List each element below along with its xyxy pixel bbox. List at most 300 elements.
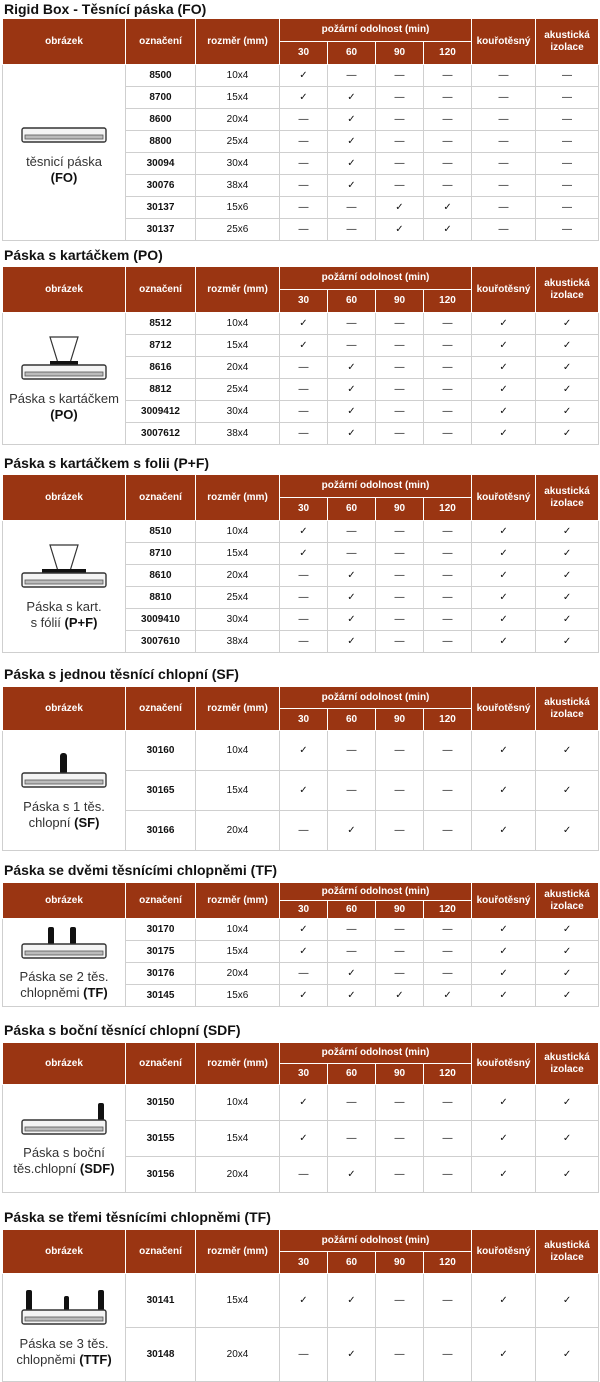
header-acoustic (536, 267, 599, 313)
caption-code: (PO) (50, 406, 78, 422)
table-row (3, 65, 599, 87)
acoustic-mark: ✓ (536, 1157, 599, 1193)
fire-60-mark: — (328, 65, 376, 87)
header-acoustic-line2: izolace (550, 1251, 584, 1263)
fire-60-mark: ✓ (328, 587, 376, 609)
smoke-tight-mark: ✓ (472, 1157, 536, 1193)
smoke-tight-mark: ✓ (472, 771, 536, 811)
product-code: 30175 (126, 941, 196, 963)
fire-90-mark: — (376, 131, 424, 153)
product-code: 3007610 (126, 631, 196, 653)
table-row (3, 313, 599, 335)
header-size: rozměr (mm) (196, 687, 280, 731)
header-fire-90: 90 (376, 709, 424, 731)
header-smoke-tight: kouřotěsný (472, 19, 536, 65)
product-code: 8510 (126, 521, 196, 543)
table-row (3, 1274, 599, 1328)
acoustic-mark: — (536, 87, 599, 109)
acoustic-mark: ✓ (536, 543, 599, 565)
header-fire-resistance: požární odolnost (min) (280, 475, 472, 498)
header-picture: obrázek (3, 883, 126, 919)
product-code: 8600 (126, 109, 196, 131)
header-code: označení (126, 1043, 196, 1085)
header-acoustic-line1: akustická (544, 1051, 590, 1063)
fire-30-mark: ✓ (280, 771, 328, 811)
acoustic-mark: ✓ (536, 401, 599, 423)
product-size: 10x4 (196, 65, 280, 87)
header-fire-resistance: požární odolnost (min) (280, 883, 472, 901)
header-picture: obrázek (3, 687, 126, 731)
smoke-tight-mark: — (472, 175, 536, 197)
fire-30-mark: — (280, 963, 328, 985)
header-fire-resistance: požární odolnost (min) (280, 1043, 472, 1064)
product-size: 20x4 (196, 963, 280, 985)
fire-120-mark: — (424, 401, 472, 423)
header-size: rozměr (mm) (196, 475, 280, 521)
fire-60-mark: ✓ (328, 379, 376, 401)
smoke-tight-mark: ✓ (472, 631, 536, 653)
fire-120-mark: — (424, 1274, 472, 1328)
fire-90-mark: — (376, 811, 424, 851)
acoustic-mark: ✓ (536, 919, 599, 941)
product-code: 8812 (126, 379, 196, 401)
product-size: 25x4 (196, 131, 280, 153)
product-size: 38x4 (196, 631, 280, 653)
fire-120-mark: — (424, 423, 472, 445)
fire-120-mark: — (424, 771, 472, 811)
smoke-tight-mark: — (472, 65, 536, 87)
product-size: 25x4 (196, 587, 280, 609)
header-acoustic-line2: izolace (550, 708, 584, 720)
fire-90-mark: ✓ (376, 197, 424, 219)
caption-code: (SDF) (79, 1160, 115, 1176)
header-fire-resistance: požární odolnost (min) (280, 267, 472, 290)
product-image-cell (3, 919, 126, 1007)
fire-120-mark: — (424, 379, 472, 401)
fire-90-mark: — (376, 357, 424, 379)
header-smoke-tight: kouřotěsný (472, 687, 536, 731)
fire-60-mark: ✓ (328, 811, 376, 851)
fire-90-mark: — (376, 335, 424, 357)
fire-120-mark: — (424, 153, 472, 175)
product-code: 30176 (126, 963, 196, 985)
product-code: 30166 (126, 811, 196, 851)
product-image-cell (3, 313, 126, 445)
product-size: 10x4 (196, 521, 280, 543)
fire-30-mark: ✓ (280, 521, 328, 543)
product-size: 10x4 (196, 313, 280, 335)
caption-line1: Páska s kart. (26, 598, 102, 614)
fire-30-mark: — (280, 197, 328, 219)
header-fire-30: 30 (280, 1252, 328, 1274)
product-size: 20x4 (196, 357, 280, 379)
header-fire-120: 120 (424, 1064, 472, 1085)
smoke-tight-mark: — (472, 219, 536, 241)
product-code: 3007612 (126, 423, 196, 445)
acoustic-mark: ✓ (536, 521, 599, 543)
fire-60-mark: — (328, 771, 376, 811)
caption-line2: chlopní (28, 814, 71, 830)
product-code: 8610 (126, 565, 196, 587)
seal-tape-icon (14, 120, 114, 150)
header-picture: obrázek (3, 267, 126, 313)
fire-90-mark: — (376, 379, 424, 401)
header-fire-90: 90 (376, 901, 424, 919)
product-code: 30150 (126, 1085, 196, 1121)
section-title: Páska s kartáčkem s folii (P+F) (4, 455, 210, 471)
section-title: Páska se třemi těsnícími chlopněmi (TF) (4, 1209, 271, 1225)
fire-90-mark: — (376, 919, 424, 941)
section-title: Rigid Box - Těsnící páska (FO) (4, 1, 207, 17)
fire-90-mark: — (376, 153, 424, 175)
fire-30-mark: ✓ (280, 87, 328, 109)
fire-30-mark: — (280, 131, 328, 153)
header-fire-60: 60 (328, 498, 376, 521)
smoke-tight-mark: ✓ (472, 941, 536, 963)
fire-60-mark: ✓ (328, 131, 376, 153)
smoke-tight-mark: ✓ (472, 543, 536, 565)
header-fire-120: 120 (424, 709, 472, 731)
caption-code: (FO) (50, 169, 78, 185)
double-flap-tape-icon (14, 925, 114, 965)
smoke-tight-mark: ✓ (472, 521, 536, 543)
product-size: 15x4 (196, 335, 280, 357)
section-title: Páska s jednou těsnící chlopní (SF) (4, 666, 239, 682)
fire-120-mark: — (424, 65, 472, 87)
fire-90-mark: — (376, 771, 424, 811)
table-row (3, 731, 599, 771)
caption-line2: chlopněmi (16, 1351, 76, 1367)
header-code: označení (126, 267, 196, 313)
smoke-tight-mark: — (472, 153, 536, 175)
section-title: Páska s kartáčkem (PO) (4, 247, 163, 263)
header-fire-30: 30 (280, 42, 328, 65)
fire-120-mark: — (424, 521, 472, 543)
header-acoustic-line2: izolace (550, 900, 584, 912)
brush-tape-icon (14, 335, 114, 387)
fire-90-mark: — (376, 587, 424, 609)
fire-60-mark: ✓ (328, 357, 376, 379)
acoustic-mark: ✓ (536, 313, 599, 335)
fire-60-mark: — (328, 313, 376, 335)
fire-30-mark: — (280, 609, 328, 631)
product-caption (9, 391, 119, 423)
fire-60-mark: ✓ (328, 109, 376, 131)
fire-30-mark: — (280, 587, 328, 609)
header-fire-resistance: požární odolnost (min) (280, 687, 472, 709)
smoke-tight-mark: ✓ (472, 335, 536, 357)
fire-120-mark: — (424, 565, 472, 587)
fire-30-mark: — (280, 1328, 328, 1382)
header-code: označení (126, 1230, 196, 1274)
acoustic-mark: ✓ (536, 379, 599, 401)
spec-table (2, 266, 599, 445)
product-code: 8616 (126, 357, 196, 379)
fire-120-mark: — (424, 587, 472, 609)
fire-30-mark: — (280, 1157, 328, 1193)
product-size: 20x4 (196, 565, 280, 587)
header-fire-60: 60 (328, 42, 376, 65)
fire-60-mark: ✓ (328, 1328, 376, 1382)
fire-30-mark: ✓ (280, 1274, 328, 1328)
header-size: rozměr (mm) (196, 883, 280, 919)
header-smoke-tight: kouřotěsný (472, 267, 536, 313)
product-size: 20x4 (196, 1157, 280, 1193)
header-fire-resistance: požární odolnost (min) (280, 1230, 472, 1252)
fire-120-mark: — (424, 131, 472, 153)
acoustic-mark: ✓ (536, 811, 599, 851)
spec-table (2, 882, 599, 1007)
fire-120-mark: ✓ (424, 985, 472, 1007)
fire-30-mark: — (280, 357, 328, 379)
header-code: označení (126, 475, 196, 521)
fire-60-mark: — (328, 941, 376, 963)
fire-60-mark: ✓ (328, 423, 376, 445)
smoke-tight-mark: ✓ (472, 357, 536, 379)
fire-60-mark: ✓ (328, 565, 376, 587)
fire-120-mark: — (424, 941, 472, 963)
header-fire-120: 120 (424, 901, 472, 919)
caption-line2: chlopněmi (20, 984, 80, 1000)
smoke-tight-mark: ✓ (472, 313, 536, 335)
header-fire-120: 120 (424, 498, 472, 521)
fire-60-mark: — (328, 197, 376, 219)
triple-flap-tape-icon (14, 1288, 114, 1332)
fire-90-mark: — (376, 731, 424, 771)
smoke-tight-mark: ✓ (472, 401, 536, 423)
fire-120-mark: — (424, 1157, 472, 1193)
caption-code: (TTF) (79, 1351, 112, 1367)
product-code: 30076 (126, 175, 196, 197)
acoustic-mark: ✓ (536, 609, 599, 631)
fire-60-mark: ✓ (328, 631, 376, 653)
header-acoustic-line1: akustická (544, 485, 590, 497)
header-fire-30: 30 (280, 498, 328, 521)
acoustic-mark: ✓ (536, 357, 599, 379)
product-caption (13, 1145, 114, 1177)
spec-table (2, 1042, 599, 1193)
header-acoustic (536, 19, 599, 65)
acoustic-mark: ✓ (536, 963, 599, 985)
acoustic-mark: ✓ (536, 941, 599, 963)
fire-60-mark: — (328, 1085, 376, 1121)
fire-30-mark: — (280, 631, 328, 653)
fire-120-mark: — (424, 357, 472, 379)
acoustic-mark: — (536, 175, 599, 197)
header-acoustic-line2: izolace (550, 497, 584, 509)
fire-120-mark: — (424, 919, 472, 941)
fire-60-mark: ✓ (328, 963, 376, 985)
fire-30-mark: ✓ (280, 919, 328, 941)
spec-table (2, 474, 599, 653)
acoustic-mark: ✓ (536, 335, 599, 357)
header-fire-120: 120 (424, 1252, 472, 1274)
smoke-tight-mark: ✓ (472, 1121, 536, 1157)
product-size: 10x4 (196, 919, 280, 941)
acoustic-mark: ✓ (536, 985, 599, 1007)
product-code: 30094 (126, 153, 196, 175)
product-size: 25x6 (196, 219, 280, 241)
smoke-tight-mark: ✓ (472, 587, 536, 609)
fire-90-mark: ✓ (376, 985, 424, 1007)
header-acoustic-line1: akustická (544, 277, 590, 289)
fire-30-mark: ✓ (280, 313, 328, 335)
fire-30-mark: — (280, 811, 328, 851)
smoke-tight-mark: ✓ (472, 423, 536, 445)
header-acoustic (536, 1043, 599, 1085)
product-size: 20x4 (196, 811, 280, 851)
acoustic-mark: ✓ (536, 631, 599, 653)
fire-30-mark: — (280, 379, 328, 401)
fire-30-mark: — (280, 401, 328, 423)
header-acoustic (536, 883, 599, 919)
fire-90-mark: — (376, 963, 424, 985)
header-acoustic (536, 1230, 599, 1274)
fire-60-mark: — (328, 731, 376, 771)
header-fire-30: 30 (280, 290, 328, 313)
smoke-tight-mark: ✓ (472, 609, 536, 631)
table-row (3, 1085, 599, 1121)
header-acoustic-line1: akustická (544, 696, 590, 708)
header-fire-60: 60 (328, 1064, 376, 1085)
product-code: 8810 (126, 587, 196, 609)
smoke-tight-mark: ✓ (472, 919, 536, 941)
product-size: 30x4 (196, 401, 280, 423)
acoustic-mark: ✓ (536, 731, 599, 771)
header-fire-90: 90 (376, 498, 424, 521)
fire-60-mark: — (328, 919, 376, 941)
product-code: 3009412 (126, 401, 196, 423)
acoustic-mark: — (536, 219, 599, 241)
product-size: 10x4 (196, 731, 280, 771)
header-picture: obrázek (3, 19, 126, 65)
fire-30-mark: ✓ (280, 731, 328, 771)
fire-90-mark: — (376, 87, 424, 109)
fire-60-mark: — (328, 521, 376, 543)
product-code: 30137 (126, 197, 196, 219)
fire-30-mark: — (280, 153, 328, 175)
product-code: 30141 (126, 1274, 196, 1328)
fire-90-mark: — (376, 1328, 424, 1382)
product-code: 30165 (126, 771, 196, 811)
product-size: 10x4 (196, 1085, 280, 1121)
header-acoustic-line1: akustická (544, 29, 590, 41)
acoustic-mark: ✓ (536, 771, 599, 811)
caption-line2: těs.chlopní (13, 1160, 77, 1176)
header-fire-90: 90 (376, 1252, 424, 1274)
product-code: 8512 (126, 313, 196, 335)
product-image-cell (3, 1274, 126, 1382)
acoustic-mark: ✓ (536, 565, 599, 587)
header-fire-30: 30 (280, 1064, 328, 1085)
fire-90-mark: — (376, 401, 424, 423)
fire-30-mark: — (280, 219, 328, 241)
fire-60-mark: — (328, 1121, 376, 1157)
header-smoke-tight: kouřotěsný (472, 1230, 536, 1274)
smoke-tight-mark: — (472, 87, 536, 109)
product-size: 20x4 (196, 1328, 280, 1382)
acoustic-mark: ✓ (536, 1328, 599, 1382)
smoke-tight-mark: ✓ (472, 985, 536, 1007)
fire-30-mark: ✓ (280, 941, 328, 963)
smoke-tight-mark: ✓ (472, 811, 536, 851)
fire-120-mark: — (424, 109, 472, 131)
product-size: 15x4 (196, 771, 280, 811)
acoustic-mark: ✓ (536, 1121, 599, 1157)
header-code: označení (126, 19, 196, 65)
acoustic-mark: — (536, 109, 599, 131)
fire-90-mark: — (376, 1274, 424, 1328)
product-size: 15x4 (196, 87, 280, 109)
caption-line1: Páska s 1 těs. (23, 798, 105, 814)
smoke-tight-mark: ✓ (472, 731, 536, 771)
product-code: 8712 (126, 335, 196, 357)
product-code: 8710 (126, 543, 196, 565)
fire-120-mark: — (424, 175, 472, 197)
fire-60-mark: — (328, 543, 376, 565)
fire-120-mark: ✓ (424, 219, 472, 241)
header-acoustic-line2: izolace (550, 1063, 584, 1075)
fire-90-mark: — (376, 1121, 424, 1157)
product-code: 8500 (126, 65, 196, 87)
fire-60-mark: ✓ (328, 401, 376, 423)
product-size: 20x4 (196, 109, 280, 131)
table-row (3, 521, 599, 543)
fire-30-mark: ✓ (280, 543, 328, 565)
product-caption (26, 599, 101, 631)
acoustic-mark: ✓ (536, 423, 599, 445)
fire-90-mark: — (376, 609, 424, 631)
product-size: 25x4 (196, 379, 280, 401)
fire-120-mark: — (424, 1085, 472, 1121)
spec-table (2, 686, 599, 851)
fire-60-mark: — (328, 219, 376, 241)
product-code: 3009410 (126, 609, 196, 631)
fire-30-mark: ✓ (280, 65, 328, 87)
acoustic-mark: ✓ (536, 1085, 599, 1121)
fire-30-mark: — (280, 565, 328, 587)
side-flap-tape-icon (14, 1101, 114, 1141)
fire-60-mark: ✓ (328, 1274, 376, 1328)
fire-90-mark: — (376, 175, 424, 197)
fire-120-mark: — (424, 1328, 472, 1382)
caption-line1: těsnicí páska (26, 153, 102, 169)
header-acoustic (536, 475, 599, 521)
caption-line1: Páska se 3 těs. (19, 1335, 109, 1351)
fire-90-mark: — (376, 109, 424, 131)
header-fire-30: 30 (280, 901, 328, 919)
header-code: označení (126, 687, 196, 731)
product-size: 30x4 (196, 609, 280, 631)
fire-60-mark: ✓ (328, 175, 376, 197)
brush-foil-tape-icon (14, 543, 114, 595)
fire-90-mark: — (376, 521, 424, 543)
header-acoustic-line2: izolace (550, 289, 584, 301)
acoustic-mark: ✓ (536, 1274, 599, 1328)
fire-30-mark: — (280, 175, 328, 197)
header-acoustic-line1: akustická (544, 888, 590, 900)
section-title: Páska se dvěmi těsnícími chlopněmi (TF) (4, 862, 278, 878)
header-fire-60: 60 (328, 709, 376, 731)
smoke-tight-mark: ✓ (472, 565, 536, 587)
header-size: rozměr (mm) (196, 1043, 280, 1085)
smoke-tight-mark: ✓ (472, 1328, 536, 1382)
caption-code: (SF) (74, 814, 100, 830)
header-fire-90: 90 (376, 1064, 424, 1085)
header-fire-120: 120 (424, 42, 472, 65)
fire-120-mark: — (424, 1121, 472, 1157)
smoke-tight-mark: — (472, 197, 536, 219)
